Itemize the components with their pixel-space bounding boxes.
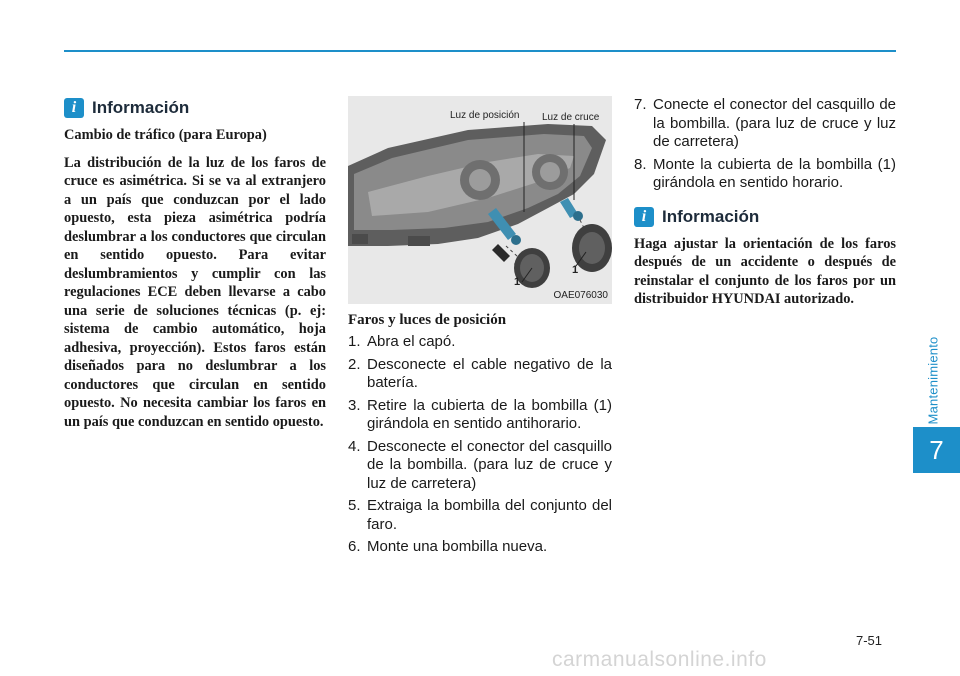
figure-code: OAE076030	[553, 290, 608, 301]
step-item: 4. Desconecte el conector del casquillo de la bombilla. (para luz de cruce y luz de carretera)	[348, 437, 612, 492]
step-item: 6. Monte una bombilla nueva.	[348, 538, 548, 555]
chapter-side-label	[921, 330, 945, 430]
label-low-beam: Luz de cruce	[542, 112, 600, 123]
step-item: 2. Desconecte el cable negativo de la batería.	[348, 355, 612, 391]
step-item: 5. Extraiga la bombilla del conjunto del faro.	[348, 497, 612, 533]
step-item: 1. Abra el capó.	[348, 333, 456, 350]
steps-list-part1	[348, 333, 612, 557]
info-icon: i	[634, 207, 654, 227]
label-position-light: Luz de posición	[450, 110, 520, 121]
headlamp-procedure-column	[348, 96, 612, 561]
info-heading	[634, 205, 896, 229]
procedure-continued-column	[634, 96, 896, 309]
info-body: Haga ajustar la orientación de los faros después de un accidente o después de reinstalar el conjunto de los faros por un distribuidor HYUNDAI autorizado.	[634, 235, 896, 307]
page-number: 7-51	[856, 633, 883, 648]
callout-cover-2: 1	[572, 264, 579, 276]
chapter-tab: 7	[913, 427, 960, 473]
steps-list-part2	[634, 96, 896, 193]
step-item: 3. Retire la cubierta de la bombilla (1) girándola en sentido antihorario.	[348, 396, 612, 432]
watermark: carmanualsonline.info	[552, 648, 767, 671]
info-title: Información	[662, 206, 760, 226]
info-title: Información	[92, 98, 190, 117]
callout-cover-1: 1	[514, 276, 521, 288]
info-icon: i	[64, 98, 84, 118]
step-item: 8. Monte la cubierta de la bombilla (1) girándola en sentido horario.	[634, 155, 896, 191]
header-rule	[64, 50, 896, 52]
info-subtitle: Cambio de tráfico (para Europa)	[64, 127, 267, 143]
info-body: La distribución de la luz de los faros de cruce es asimétrica. Si se va al extranjero a un país que conduzcan por el lado opuesto, esta pieza asimétrica podría deslumbrar a los conductores que circulan en sentido opuesto. Para evitar deslumbramientos y cumplir con las regulaciones ECE deben llevarse a cabo una serie de soluciones técnicas (p. ej: sistema de cambio automático, hoja adhesiva, proyección). Estos faros están diseñados para no deslumbrar a los conductores que circulan en sentido opuesto. No necesita cambiar los faros en un país que conduzcan en sentido opuesto.	[64, 154, 326, 430]
info-heading	[64, 96, 326, 120]
headlamp-figure	[348, 96, 612, 304]
section-title: Faros y luces de posición	[348, 312, 507, 328]
info-box-traffic-change	[64, 96, 326, 431]
step-item: 7. Conecte el conector del casquillo de la bombilla. (para luz de cruce y luz de carretera)	[634, 96, 896, 150]
chapter-side-label-text: Mantenimiento	[925, 336, 941, 424]
